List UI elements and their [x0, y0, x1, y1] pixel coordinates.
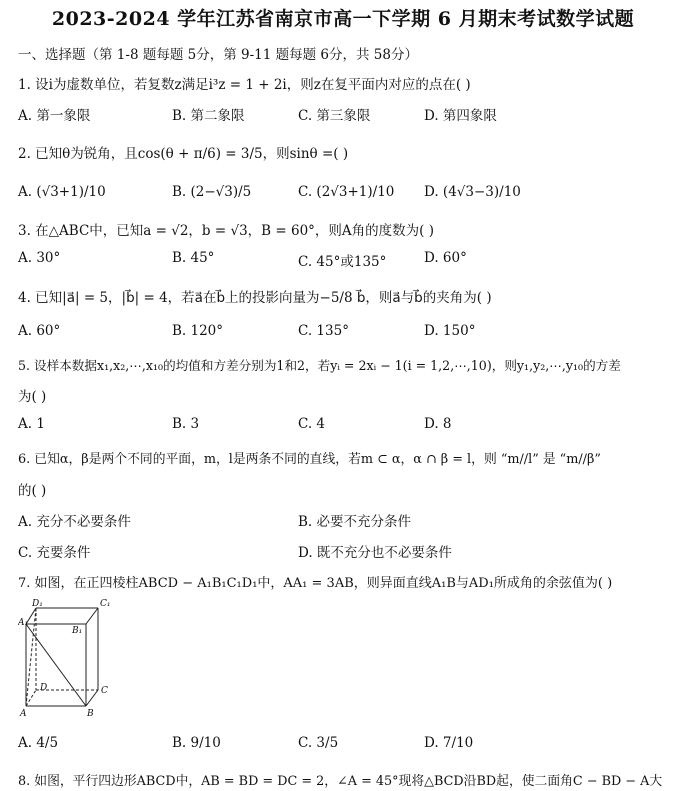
q6-option-c: C. 充要条件 — [18, 545, 91, 561]
label-c1: C₁ — [100, 599, 111, 609]
q1-option-a: A. 第一象限 — [18, 108, 91, 124]
label-c: C — [101, 686, 108, 696]
q6-option-d: D. 既不充分也不必要条件 — [298, 545, 452, 561]
question-8-stem: 8. 如图，平行四边形ABCD中，AB = BD = DC = 2，∠A = 45°现将△BCD沿BD起，使二面角C − BD − A大 — [18, 774, 663, 789]
q5-option-a: A. 1 — [18, 416, 45, 432]
q6-option-a: A. 充分不必要条件 — [18, 514, 131, 530]
q5-option-c: C. 4 — [298, 416, 326, 432]
q3-option-c: C. 45°或135° — [298, 254, 387, 270]
q4-option-a: A. 60° — [18, 323, 61, 339]
label-d1: D₁ — [32, 599, 43, 609]
question-6-stem-cont: 的( ) — [18, 483, 47, 499]
q4-option-b: B. 120° — [172, 323, 224, 339]
label-b1: B₁ — [72, 626, 83, 636]
q4-option-c: C. 135° — [298, 323, 349, 339]
q1-option-c: C. 第三象限 — [298, 108, 371, 124]
q1-option-b: B. 第二象限 — [172, 108, 245, 124]
question-5-stem: 5. 设样本数据x₁,x₂,⋯,x₁₀的均值和方差分别为1和2，若yᵢ = 2xᵢ − 1(i = 1,2,⋯,10)，则y₁,y₂,⋯,y₁₀的方差 — [18, 358, 621, 373]
question-1-stem: 1. 设i为虚数单位，若复数z满足i³z = 1 + 2i，则z在复平面内对应的点在( ) — [18, 77, 471, 93]
question-6-stem: 6. 已知α，β是两个不同的平面，m，l是两条不同的直线，若m ⊂ α，α ∩ β = l，则 “m//l” 是 “m//β” — [18, 452, 601, 467]
q1-option-d: D. 第四象限 — [424, 108, 497, 124]
label-d: D — [40, 683, 48, 693]
q5-option-d: D. 8 — [424, 416, 452, 432]
q7-option-a: A. 4/5 — [18, 735, 59, 751]
prism-figure — [18, 598, 118, 718]
q2-option-d: D. (4√3−3)/10 — [424, 184, 521, 200]
q7-option-d: D. 7/10 — [424, 735, 474, 751]
q2-option-b: B. (2−√3)/5 — [172, 184, 252, 200]
exam-title: 2023-2024 学年江苏省南京市高一下学期 6 月期末考试数学试题 — [51, 8, 635, 30]
label-a: A — [20, 709, 27, 718]
question-3-stem: 3. 在△ABC中，已知a = √2，b = √3，B = 60°，则A角的度数为( ) — [18, 223, 434, 239]
q3-option-a: A. 30° — [18, 250, 61, 266]
label-b: B — [87, 709, 94, 718]
q7-option-c: C. 3/5 — [298, 735, 339, 751]
label-a1: A₁ — [18, 618, 29, 628]
question-2-stem: 2. 已知θ为锐角，且cos(θ + π/6) = 3/5，则sinθ =( ) — [18, 146, 349, 162]
section-heading: 一、选择题（第 1-8 题每题 5分，第 9-11 题每题 6分，共 58分） — [18, 47, 418, 63]
q6-option-b: B. 必要不充分条件 — [298, 514, 412, 530]
q2-option-c: C. (2√3+1)/10 — [298, 184, 395, 200]
q4-option-d: D. 150° — [424, 323, 476, 339]
question-5-stem-cont: 为( ) — [18, 389, 47, 405]
q3-option-d: D. 60° — [424, 250, 467, 266]
question-4-stem: 4. 已知|a⃗| = 5，|b⃗| = 4，若a⃗在b⃗上的投影向量为−5/8 b⃗，则a⃗与b⃗的夹角为( ) — [18, 290, 492, 306]
q2-option-a: A. (√3+1)/10 — [18, 184, 106, 200]
question-7-stem: 7. 如图，在正四棱柱ABCD − A₁B₁C₁D₁中，AA₁ = 3AB，则异面直线A₁B与AD₁所成角的余弦值为( ) — [18, 576, 613, 591]
q3-option-b: B. 45° — [172, 250, 215, 266]
q7-option-b: B. 9/10 — [172, 735, 221, 751]
q5-option-b: B. 3 — [172, 416, 200, 432]
